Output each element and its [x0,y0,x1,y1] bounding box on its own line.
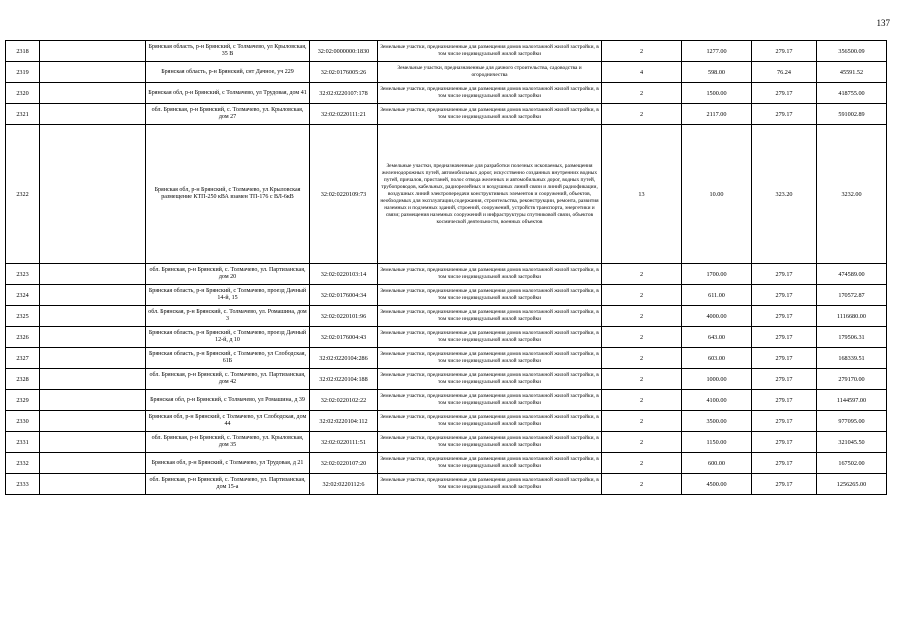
cadastral-value-cell: 1144597.00 [817,390,887,411]
blank-cell [40,83,146,104]
cadastral-number-cell: 32:02:0220104:286 [310,348,378,369]
row-number: 2329 [6,390,40,411]
row-number: 2332 [6,453,40,474]
area-cell: 10.00 [682,125,752,264]
blank-cell [40,411,146,432]
land-use-cell: Земельные участки, предназначенные для размещения домов малоэтажной жилой застройки, в том числе индивидуальной жилой застройки [378,104,602,125]
cadastral-number-cell: 32:02:0220104:112 [310,411,378,432]
cadastral-value-cell: 321045.50 [817,432,887,453]
cadastral-number-cell: 32:02:0176005:26 [310,62,378,83]
cadastral-value-table [5,40,887,495]
group-cell: 2 [602,432,682,453]
address-cell: Брянская обл, р-н Брянский, с Толмачево, ул Слободская, дом 44 [146,411,310,432]
cadastral-value-cell: 279170.00 [817,369,887,390]
cadastral-value-cell: 168339.51 [817,348,887,369]
area-cell: 1500.00 [682,83,752,104]
table-row [6,432,887,453]
row-number: 2320 [6,83,40,104]
address-cell: Брянская обл, р-н Брянский, с Толмачево, ул Трудовая, дом 41 [146,83,310,104]
specific-value-cell: 279.17 [752,264,817,285]
row-number: 2323 [6,264,40,285]
group-cell: 2 [602,474,682,495]
table-row [6,62,887,83]
area-cell: 3500.00 [682,411,752,432]
area-cell: 1000.00 [682,369,752,390]
address-cell: Брянская обл, р-н Брянский, с Толмачево, ул Ромашина, д 39 [146,390,310,411]
cadastral-number-cell: 32:02:0220101:96 [310,306,378,327]
blank-cell [40,348,146,369]
cadastral-number-cell: 32:02:0220107:178 [310,83,378,104]
group-cell: 2 [602,306,682,327]
table-row [6,83,887,104]
cadastral-number-cell: 32:02:0176004:34 [310,285,378,306]
blank-cell [40,327,146,348]
area-cell: 4000.00 [682,306,752,327]
land-use-cell: Земельные участки, предназначенные для размещения домов малоэтажной жилой застройки, в том числе индивидуальной жилой застройки [378,348,602,369]
group-cell: 2 [602,327,682,348]
area-cell: 600.00 [682,453,752,474]
specific-value-cell: 279.17 [752,104,817,125]
row-number: 2318 [6,41,40,62]
table-row [6,474,887,495]
specific-value-cell: 279.17 [752,411,817,432]
land-use-cell: Земельные участки, предназначенные для размещения домов малоэтажной жилой застройки, в том числе индивидуальной жилой застройки [378,285,602,306]
land-use-cell: Земельные участки, предназначенные для размещения домов малоэтажной жилой застройки, в том числе индивидуальной жилой застройки [378,453,602,474]
cadastral-value-cell: 45591.52 [817,62,887,83]
page-number: 137 [876,18,890,28]
area-cell: 598.00 [682,62,752,83]
blank-cell [40,62,146,83]
cadastral-value-cell: 1256265.00 [817,474,887,495]
group-cell: 2 [602,264,682,285]
group-cell: 2 [602,104,682,125]
group-cell: 2 [602,411,682,432]
cadastral-value-cell: 418755.00 [817,83,887,104]
cadastral-number-cell: 32:02:0220103:14 [310,264,378,285]
land-use-cell: Земельные участки, предназначенные для размещения домов малоэтажной жилой застройки, в том числе индивидуальной жилой застройки [378,432,602,453]
cadastral-number-cell: 32:02:0220102:22 [310,390,378,411]
cadastral-value-cell: 170572.87 [817,285,887,306]
address-cell: обл. Брянская, р-н Брянский, с. Толмачево, ул. Партизанская, дом 42 [146,369,310,390]
blank-cell [40,369,146,390]
table-row [6,285,887,306]
cadastral-number-cell: 32:02:0220112:6 [310,474,378,495]
specific-value-cell: 279.17 [752,348,817,369]
blank-cell [40,285,146,306]
table-row [6,348,887,369]
table-row [6,390,887,411]
cadastral-number-cell: 32:02:0176004:43 [310,327,378,348]
group-cell: 2 [602,390,682,411]
area-cell: 643.00 [682,327,752,348]
blank-cell [40,306,146,327]
group-cell: 2 [602,285,682,306]
cadastral-number-cell: 32:02:0000000:1830 [310,41,378,62]
row-number: 2327 [6,348,40,369]
group-cell: 2 [602,369,682,390]
address-cell: Брянская область, р-н Брянский, с Толмачево, проезд Дачный 12-й, д 10 [146,327,310,348]
address-cell: Брянская обл, р-н Брянский, с Толмачево, ул Крыловская размещение КТП-250 кВА взамен ТП-176 с ВЛ-6кВ [146,125,310,264]
land-use-cell: Земельные участки, предназначенные для размещения домов малоэтажной жилой застройки, в том числе индивидуальной жилой застройки [378,41,602,62]
land-use-cell: Земельные участки, предназначенные для дачного строительства, садоводства и огородничества [378,62,602,83]
area-cell: 1150.00 [682,432,752,453]
address-cell: Брянская обл, р-н Брянский, с Толмачево, ул Трудовая, д 21 [146,453,310,474]
specific-value-cell: 279.17 [752,369,817,390]
address-cell: Брянская область, р-н Брянский, с Толмачево, ул Слободская, 61Б [146,348,310,369]
land-use-cell: Земельные участки, предназначенные для размещения домов малоэтажной жилой застройки, в том числе индивидуальной жилой застройки [378,327,602,348]
specific-value-cell: 279.17 [752,327,817,348]
table-row [6,264,887,285]
cadastral-value-cell: 179506.31 [817,327,887,348]
group-cell: 2 [602,83,682,104]
land-use-cell: Земельные участки, предназначенные для размещения домов малоэтажной жилой застройки, в том числе индивидуальной жилой застройки [378,306,602,327]
cadastral-number-cell: 32:02:0220111:51 [310,432,378,453]
specific-value-cell: 279.17 [752,453,817,474]
specific-value-cell: 323.20 [752,125,817,264]
land-use-cell: Земельные участки, предназначенные для размещения домов малоэтажной жилой застройки, в том числе индивидуальной жилой застройки [378,474,602,495]
cadastral-number-cell: 32:02:0220109:73 [310,125,378,264]
address-cell: обл. Брянская, р-н Брянский, с. Толмачево, ул. Крыловская, дом 27 [146,104,310,125]
area-cell: 603.00 [682,348,752,369]
cadastral-value-cell: 1116680.00 [817,306,887,327]
specific-value-cell: 279.17 [752,390,817,411]
blank-cell [40,432,146,453]
cadastral-value-cell: 3232.00 [817,125,887,264]
address-cell: Брянская область, р-н Брянский, снт Дачное, уч 229 [146,62,310,83]
group-cell: 2 [602,41,682,62]
table-row [6,41,887,62]
group-cell: 13 [602,125,682,264]
row-number: 2321 [6,104,40,125]
row-number: 2319 [6,62,40,83]
row-number: 2328 [6,369,40,390]
table-row [6,125,887,264]
land-use-cell: Земельные участки, предназначенные для размещения домов малоэтажной жилой застройки, в том числе индивидуальной жилой застройки [378,264,602,285]
land-use-cell: Земельные участки, предназначенные для разработки полезных ископаемых, размещения железнодорожных путей, автомобильных дорог, искусственно созданных внутренних водных путей, причалов, пристаней, полос отвода железных и автомобильных дорог, водных путей, трубопроводов, кабельных, радиорелейных и воздушных линий связи и линий радиофикации, воздушных линий электропередачи конструктивных элементов и сооружений, объектов, необходимых для эксплуатации,содержания, строительства, реконструкции, ремонта, развития наземных и подземных зданий, строений, сооружений, устройств транспорта, энергетики и связи; размещения наземных сооружений и инфраструктуры спутниковой связи, объектов космической деятельности, военных объектов [378,125,602,264]
cadastral-value-cell: 591002.89 [817,104,887,125]
blank-cell [40,264,146,285]
cadastral-value-cell: 474589.00 [817,264,887,285]
row-number: 2322 [6,125,40,264]
area-cell: 1700.00 [682,264,752,285]
land-use-cell: Земельные участки, предназначенные для размещения домов малоэтажной жилой застройки, в том числе индивидуальной жилой застройки [378,390,602,411]
cadastral-number-cell: 32:02:0220107:20 [310,453,378,474]
specific-value-cell: 279.17 [752,474,817,495]
blank-cell [40,41,146,62]
area-cell: 611.00 [682,285,752,306]
group-cell: 2 [602,348,682,369]
specific-value-cell: 279.17 [752,306,817,327]
area-cell: 4100.00 [682,390,752,411]
cadastral-number-cell: 32:02:0220111:21 [310,104,378,125]
row-number: 2330 [6,411,40,432]
address-cell: обл. Брянская, р-н Брянский, с. Толмачево, ул. Партизанская, дом 15-а [146,474,310,495]
table-row [6,327,887,348]
blank-cell [40,453,146,474]
table-row [6,369,887,390]
land-use-cell: Земельные участки, предназначенные для размещения домов малоэтажной жилой застройки, в том числе индивидуальной жилой застройки [378,411,602,432]
cadastral-value-cell: 356500.09 [817,41,887,62]
row-number: 2324 [6,285,40,306]
table-row [6,411,887,432]
group-cell: 2 [602,453,682,474]
row-number: 2331 [6,432,40,453]
address-cell: Брянская область, р-н Брянский, с Толмачево, ул Крыловская, 35 В [146,41,310,62]
land-use-cell: Земельные участки, предназначенные для размещения домов малоэтажной жилой застройки, в том числе индивидуальной жилой застройки [378,83,602,104]
table-row [6,453,887,474]
specific-value-cell: 279.17 [752,41,817,62]
area-cell: 2117.00 [682,104,752,125]
specific-value-cell: 76.24 [752,62,817,83]
address-cell: обл. Брянская, р-н Брянский, с. Толмачево, ул. Ромашина, дом 3 [146,306,310,327]
specific-value-cell: 279.17 [752,285,817,306]
table-row [6,104,887,125]
cadastral-number-cell: 32:02:0220104:188 [310,369,378,390]
specific-value-cell: 279.17 [752,83,817,104]
blank-cell [40,104,146,125]
area-cell: 4500.00 [682,474,752,495]
address-cell: Брянская область, р-н Брянский, с Толмачево, проезд Дачный 14-й, 15 [146,285,310,306]
blank-cell [40,474,146,495]
blank-cell [40,125,146,264]
specific-value-cell: 279.17 [752,432,817,453]
cadastral-value-cell: 977095.00 [817,411,887,432]
row-number: 2325 [6,306,40,327]
group-cell: 4 [602,62,682,83]
land-use-cell: Земельные участки, предназначенные для размещения домов малоэтажной жилой застройки, в том числе индивидуальной жилой застройки [378,369,602,390]
area-cell: 1277.00 [682,41,752,62]
cadastral-value-cell: 167502.00 [817,453,887,474]
address-cell: обл. Брянская, р-н Брянский, с. Толмачево, ул. Крыловская, дом 35 [146,432,310,453]
row-number: 2333 [6,474,40,495]
table-row [6,306,887,327]
blank-cell [40,390,146,411]
row-number: 2326 [6,327,40,348]
address-cell: обл. Брянская, р-н Брянский, с. Толмачево, ул. Партизанская, дом 20 [146,264,310,285]
